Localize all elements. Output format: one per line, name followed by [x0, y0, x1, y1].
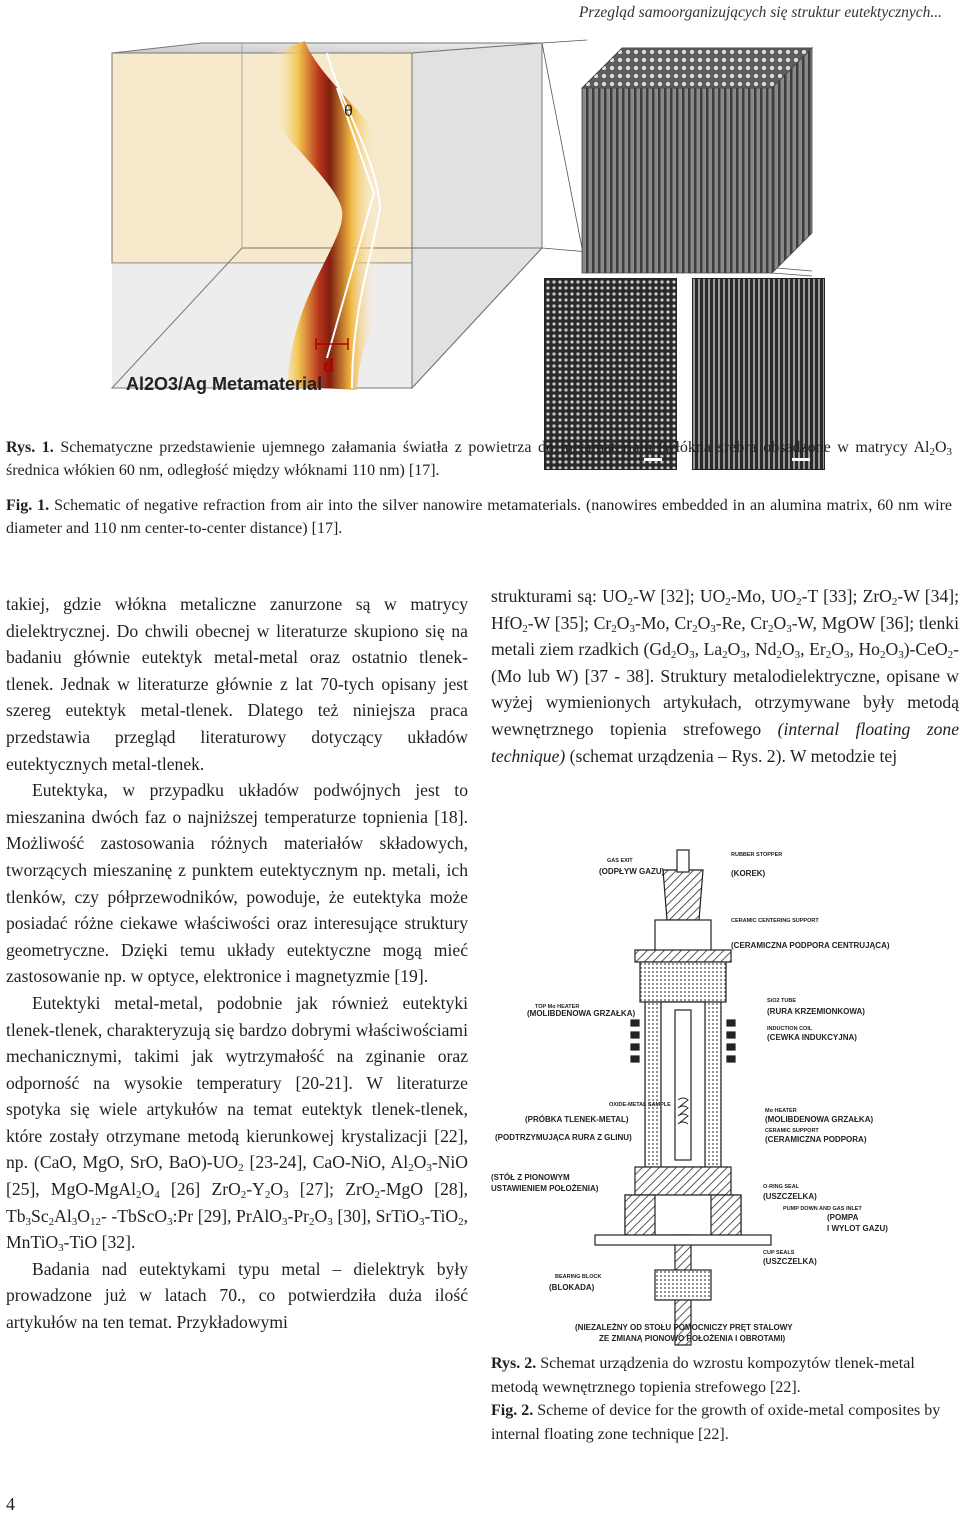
label-ceramic-support: CERAMIC SUPPORT: [765, 1128, 819, 1134]
label-cup-seals: CUP SEALS: [763, 1250, 795, 1256]
metamaterial-diagram: [112, 48, 960, 428]
label-gas-exit-pl: (ODPŁYW GAZU): [599, 867, 665, 876]
body-left-column: [6, 591, 468, 1336]
label-rubber-stopper: RUBBER STOPPER: [731, 852, 783, 858]
label-al2o3-tube-pl: (PODTRZYMUJĄCA RURA Z GLINU): [495, 1133, 632, 1142]
label-sio2-tube: SiO2 TUBE: [767, 998, 797, 1004]
label-table-pl-2: USTAWIENIEM POŁOŻENIA): [491, 1184, 599, 1193]
label-top-heater-pl: (MOLIBDENOWA GRZAŁKA): [527, 1009, 636, 1018]
figure-1: [112, 48, 960, 428]
d-label: d: [323, 356, 334, 376]
label-oring-seal: O-RING SEAL: [763, 1184, 800, 1190]
label-pump-down: PUMP DOWN AND GAS INLET: [783, 1206, 862, 1212]
label-rubber-stopper-pl: (KOREK): [731, 869, 766, 878]
figure-2-caption-pl: Rys. 2. Schemat urządzenia do wzrostu kompozytów tlenek-metal metodą wewnętrznego topienia strefowego [22].: [491, 1355, 915, 1396]
paragraph: Eutektyka, w przypadku układów podwójnych jest to mieszanina dwóch faz o najniższej temperaturze topnienia [18]. Możliwość zastosowania różnych materiałów składowych, tworzących mieszaninę z punktem eutektycznym np. metali, ich tlenków, czy półprzewodników, powoduje, że eutektyka może posiadać różne ciekawe właściwości oraz interesujące struktury geometryczne. Dzięki temu układy eutektyczne mogą mieć zastosowanie np. w optyce, elektronice i magnetyzmie [19].: [6, 780, 468, 987]
label-bearing-block: BEARING BLOCK: [555, 1274, 602, 1280]
label-ceramic-centering: CERAMIC CENTERING SUPPORT: [731, 918, 819, 924]
paragraph: Badania nad eutektykami typu metal – dielektryk były prowadzone już w latach 70., co potwierdziła duża ilość artykułów na ten temat. Przykładowymi: [6, 1258, 468, 1333]
label-gas-exit: GAS EXIT: [607, 858, 633, 864]
label-oxide-metal: OXIDE-METAL SAMPLE: [609, 1102, 671, 1108]
figure-2-caption-en: Fig. 2. Scheme of device for the growth of oxide-metal composites by internal floating zone technique [22].: [491, 1402, 941, 1443]
figure-1-caption-pl: Rys. 1. Schematyczne przedstawienie ujemnego załamania światła z powietrza do metamateriału (włókna srebra obsadzone w matrycy $Al_2O_3$ średnica włókien 60 nm, odległość między włóknami 110 nm) [17].: [6, 439, 953, 479]
floating-zone-apparatus-diagram: [491, 850, 950, 1350]
label-oxide-metal-pl: (PRÓBKA TLENEK-METAL): [525, 1115, 629, 1124]
figure-2-caption: [491, 1352, 959, 1446]
label-sio2-tube-pl: (RURA KRZEMIONKOWA): [767, 1007, 865, 1016]
label-table-pl-1: (STÓŁ Z PIONOWYM: [491, 1173, 570, 1182]
figure-2: [491, 850, 950, 1350]
label-top-heater: TOP Mo HEATER: [535, 1004, 580, 1010]
label-ceramic-centering-pl: (CERAMICZNA PODPORA CENTRUJĄCA): [731, 941, 890, 950]
label-cup-seals-pl: (USZCZELKA): [763, 1257, 817, 1266]
paragraph: Eutektyki metal-metal, podobnie jak również eutektyki tlenek-tlenek, charakteryzują się bardzo dobrymi właściwościami mechanicznymi, takimi jak wytrzymałość na zginanie oraz odporność na wysokie temperatury [20-21]. W literaturze spotyka się wiele artykułów na temat eutektyk tlenek-tlenek, które zostały otrzymane metodą kierunkowej krystalizacji [22], np. (CaO, MgO, SrO, $BaO)-UO_2$ [23-24], CaO-NiO, $Al_2O_3$-NiO [25], MgO-$MgAl_2O_4$ [26] $ZrO_2-Y_2O_3$ [27]; ZrO$_2$-MgO [28], $Tb_3Sc_2Al_3O_{12}-$ -TbScO$_3$:Pr [29], $PrAlO_3-Pr_2O_3$ [30], SrTiO$_3$-TiO$_2$, MnTiO$_3$-TiO [32].: [6, 992, 469, 1255]
figure-1-caption-en: Fig. 1. Schematic of negative refraction from air into the silver nanowire metamaterials. (nanowires embedded in an alumina matrix, 60 nm wire diameter and 110 nm center-to-center distance) [17].: [6, 497, 952, 537]
theta-label: θ: [344, 103, 353, 120]
label-mo-heater: Mo HEATER: [765, 1108, 797, 1114]
paragraph: strukturami są: $UO_2-W$ [32]; $UO_2-Mo$, $UO_2-T$ [33]; ZrO$_2$-W [34]; HfO$_2$-W [35]; $Cr_2O_3-Mo$, $Cr_2O_3-Re$, $Cr_2O_3-W$, MgOW [36]; tlenki metali ziem rzadkich ($Gd_2O_3$, $La_2O_3$, $Nd_2O_3$, $Er_2O_3$, $Ho_2O_3)-CeO_2-(Mo$ lub W) [37 - 38]. Struktury metalodielektryczne, opisane w wyżej wymienionych artykułach, otrzymywane były metodą wewnętrznego topienia strefowego (internal floating zone technique) (schemat urządzenia – Rys. 2). W metodzie tej: [491, 586, 960, 766]
body-right-column: [491, 583, 959, 769]
label-pump-down-pl-1: (POMPA: [827, 1213, 859, 1222]
label-induction-coil-pl: (CEWKA INDUKCYJNA): [767, 1033, 857, 1042]
label-oring-seal-pl: (USZCZELKA): [763, 1192, 817, 1201]
metamaterial-label: Al2O3/Ag Metamaterial: [126, 374, 323, 394]
label-mo-heater-pl: (MOLIBDENOWA GRZAŁKA): [765, 1115, 874, 1124]
label-induction-coil: INDUCTION COIL: [767, 1026, 813, 1032]
label-ceramic-support-pl: (CERAMICZNA PODPORA): [765, 1135, 867, 1144]
label-pump-down-pl-2: I WYLOT GAZU): [827, 1224, 888, 1233]
paragraph: takiej, gdzie włókna metaliczne zanurzone są w matrycy dielektrycznej. Do chwili obecnej w literaturze skupiono się na badaniu głównie eutektyk metal-metal oraz ostatnio tlenek-tlenek. Jednak w literaturze głównie z lat 70-tych opisany jest szereg eutektyk metal-tlenek. Dlatego też niniejsza praca przedstawia przegląd literaturowy dotyczący układów eutektycznych metal-tlenek.: [6, 594, 468, 774]
page-number: 4: [6, 1494, 15, 1514]
label-bearing-block-pl: (BLOKADA): [549, 1283, 595, 1292]
label-steel-rod-1: (NIEZALEŻNY OD STOŁU POMOCNICZY PRĘT STALOWY: [575, 1323, 793, 1332]
running-head: Przegląd samoorganizujących się struktur eutektycznych...: [578, 4, 942, 21]
label-steel-rod-2: ZE ZMIANĄ PIONOWO POŁOŻENIA I OBROTAMI): [599, 1334, 786, 1343]
